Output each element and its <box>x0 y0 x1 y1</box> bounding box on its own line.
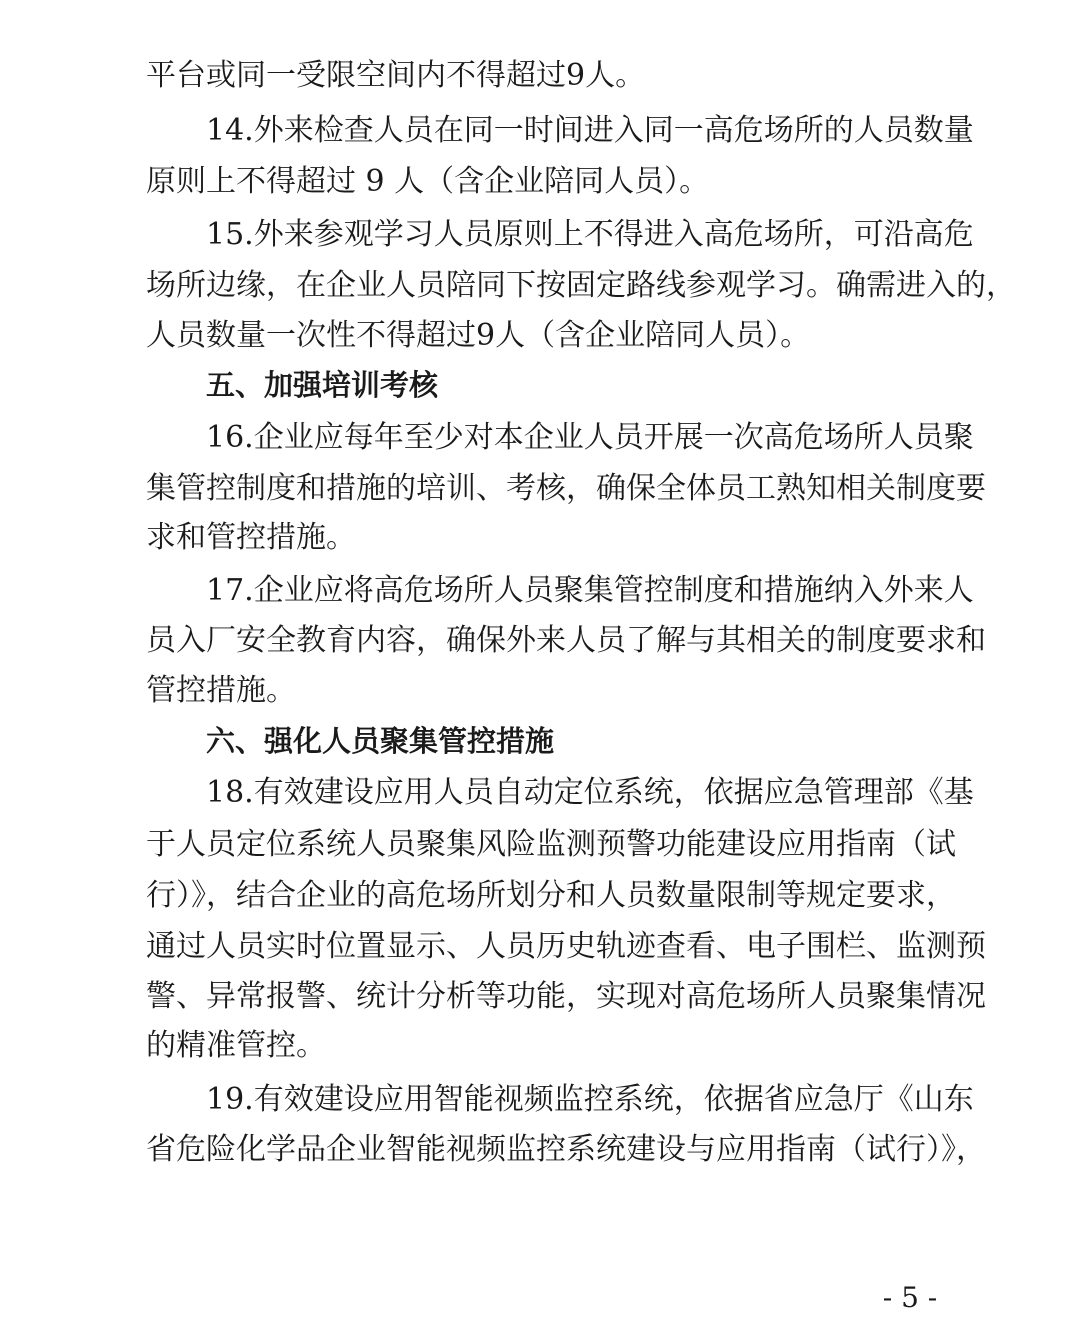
item-17-line-3: 管控措施。 <box>146 673 296 708</box>
item-16-line-1: 16.企业应每年至少对本企业人员开展一次高危场所人员聚 <box>206 420 974 455</box>
item-18-line-6: 的精准管控。 <box>146 1028 326 1063</box>
item-18-line-5: 警、异常报警、统计分析等功能，实现对高危场所人员聚集情况 <box>146 979 986 1014</box>
item-16-line-2: 集管控制度和措施的培训、考核，确保全体员工熟知相关制度要 <box>146 471 986 506</box>
item-17-line-2: 员入厂安全教育内容，确保外来人员了解与其相关的制度要求和 <box>146 623 986 658</box>
item-18-line-3: 行）》，结合企业的高危场所划分和人员数量限制等规定要求， <box>146 878 956 913</box>
item-19-line-2: 省危险化学品企业智能视频监控系统建设与应用指南（试行）》， <box>146 1132 986 1167</box>
item-16-line-3: 求和管控措施。 <box>146 520 356 555</box>
item-14-line-1: 14.外来检查人员在同一时间进入同一高危场所的人员数量 <box>206 113 974 148</box>
item-15-line-2: 场所边缘，在企业人员陪同下按固定路线参观学习。确需进入的， <box>146 268 1016 303</box>
item-18-line-4: 通过人员实时位置显示、人员历史轨迹查看、电子围栏、监测预 <box>146 929 986 964</box>
item-14-line-2: 原则上不得超过 9 人（含企业陪同人员）。 <box>146 164 710 199</box>
item-15-line-1: 15.外来参观学习人员原则上不得进入高危场所，可沿高危 <box>206 217 974 252</box>
item-18-line-2: 于人员定位系统人员聚集风险监测预警功能建设应用指南（试 <box>146 827 956 862</box>
item-18-line-1: 18.有效建设应用人员自动定位系统，依据应急管理部《基 <box>206 775 974 810</box>
item-19-line-1: 19.有效建设应用智能视频监控系统，依据省应急厅《山东 <box>206 1082 974 1117</box>
item-15-line-3: 人员数量一次性不得超过9人（含企业陪同人员）。 <box>146 318 811 353</box>
section-heading-6: 六、强化人员聚集管控措施 <box>206 724 555 758</box>
text-line: 平台或同一受限空间内不得超过9人。 <box>146 58 646 93</box>
section-heading-5: 五、加强培训考核 <box>206 368 439 402</box>
item-17-line-1: 17.企业应将高危场所人员聚集管控制度和措施纳入外来人 <box>206 573 974 608</box>
page-number: - 5 - <box>882 1281 938 1314</box>
